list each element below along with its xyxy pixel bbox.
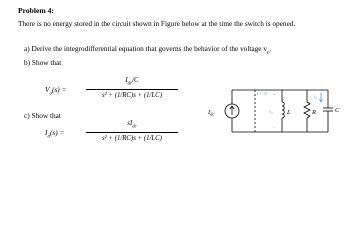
eq1-lhs-symbol: V xyxy=(45,85,50,94)
switch-label: t = 0 xyxy=(257,92,267,97)
capacitor-label: C xyxy=(335,107,340,114)
part-a-label: a) xyxy=(24,44,30,53)
eq1-numerator xyxy=(86,76,178,88)
inductor-label: L xyxy=(287,109,291,116)
equation-2-fraction xyxy=(86,119,178,143)
eq2-num-sub: dc xyxy=(132,124,137,130)
eq2-lhs-sub: o xyxy=(47,133,50,140)
voltage-minus: − xyxy=(273,126,276,131)
equation-1-fraction xyxy=(86,76,178,100)
source-label: $I_{dc}$ xyxy=(208,109,215,117)
eq2-denominator: s² + (1/RC)s + (1/LC) xyxy=(102,135,162,143)
voltage-plus: + xyxy=(273,93,276,98)
eq1-denominator: s² + (1/RC)s + (1/LC) xyxy=(102,92,162,100)
equation-1-lhs xyxy=(45,85,66,96)
part-b-label: b) xyxy=(24,58,31,67)
part-c xyxy=(24,111,61,120)
part-c-label: c) xyxy=(24,111,30,120)
part-a-text: Derive the integrodifferential equation that governs the behavior of the voltage v xyxy=(31,44,268,53)
eq2-fraction-bar xyxy=(86,132,178,133)
part-b-text: Show that xyxy=(31,58,62,67)
eq2-numerator xyxy=(86,119,178,131)
part-a xyxy=(24,44,271,55)
eq2-lhs-rest: (s) = xyxy=(50,128,65,137)
eq1-lhs-rest: (s) = xyxy=(52,85,67,94)
part-a-subscript: o xyxy=(267,49,270,56)
inductor xyxy=(282,102,284,118)
eq2-lhs-symbol: I xyxy=(45,128,48,137)
problem-intro: There is no energy stored in the circuit shown in Figure below at the time the switch is opened. xyxy=(18,19,296,28)
part-a-end: . xyxy=(269,44,272,53)
resistor xyxy=(304,102,310,118)
voltage-label: $v_o$ xyxy=(269,110,273,115)
equation-2-lhs xyxy=(45,128,64,139)
eq1-fraction-bar xyxy=(86,89,178,90)
eq1-lhs-sub: o xyxy=(49,90,53,97)
eq1-num-rest: /C xyxy=(132,77,139,84)
eq2-num-symbol: sI xyxy=(127,120,133,127)
problem-title: Problem 4: xyxy=(18,6,54,15)
part-b xyxy=(24,58,61,67)
eq1-num-sub: dc xyxy=(127,81,133,87)
circuit-diagram xyxy=(195,80,345,142)
resistor-label: R xyxy=(312,109,316,116)
part-c-text: Show that xyxy=(31,111,61,120)
current-label: $i_o$ xyxy=(314,95,318,100)
eq1-num-symbol: I xyxy=(125,77,128,84)
